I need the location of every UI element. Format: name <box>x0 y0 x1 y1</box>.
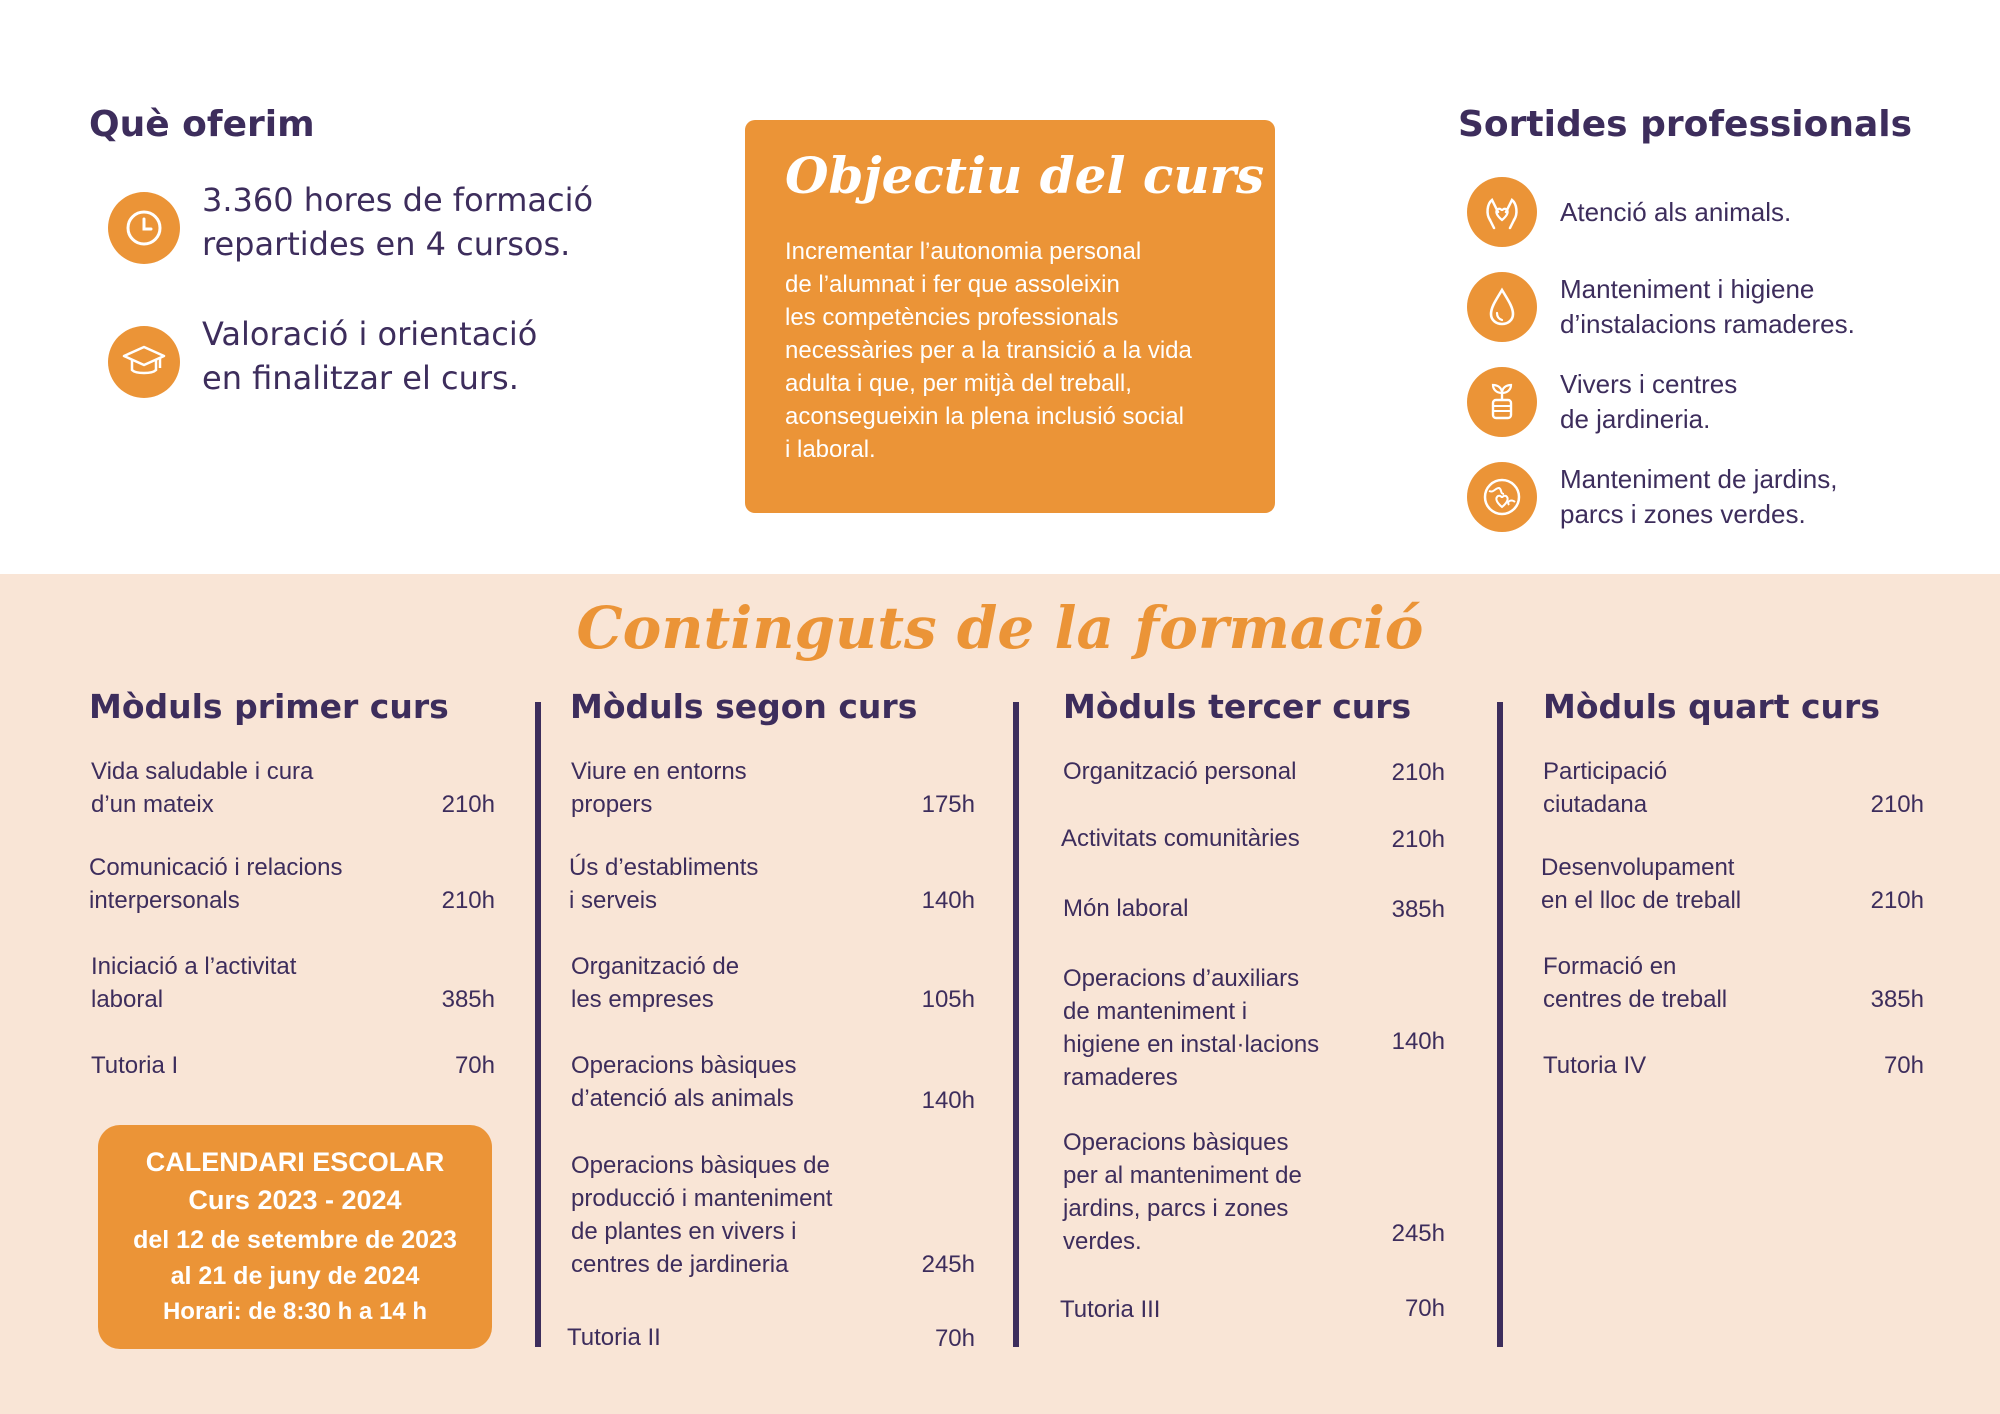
offer-title: Què oferim <box>89 104 315 145</box>
module-hours: 245h <box>921 1251 975 1278</box>
column-heading: Mòduls primer curs <box>89 687 449 726</box>
career-item <box>1467 177 1791 247</box>
career-item-text: Manteniment de jardins, parcs i zones verdes. <box>1560 464 1838 529</box>
calendar-start: del 12 de setembre de 2023 <box>133 1226 457 1254</box>
offer-item-text: Valoració i orientació en finalitzar el curs. <box>202 315 538 397</box>
career-item <box>1467 367 1737 437</box>
column-divider <box>1497 702 1503 1347</box>
module-hours: 70h <box>1404 1295 1445 1322</box>
module-hours: 140h <box>921 887 975 914</box>
module-hours: 210h <box>1870 887 1924 914</box>
objective-box <box>745 120 1275 513</box>
module-hours: 70h <box>934 1325 975 1352</box>
career-item-text: Atenció als animals. <box>1560 196 1792 227</box>
module-name: Tutoria I <box>91 1052 179 1079</box>
module-name: Món laboral <box>1063 895 1189 922</box>
module-hours: 385h <box>1391 896 1445 923</box>
objective-title: Objectiu del curs <box>785 146 1265 205</box>
column-heading: Mòduls tercer curs <box>1063 687 1412 726</box>
career-item-text: Manteniment i higiene d’instalacions ramaderes. <box>1560 274 1855 339</box>
plant-pot-icon <box>1467 367 1537 437</box>
module-hours: 70h <box>1883 1052 1924 1079</box>
module-name: Desenvolupament en el lloc de treball <box>1541 854 1742 914</box>
module-hours: 385h <box>441 986 495 1013</box>
training-title: Continguts de la formació <box>576 594 1424 662</box>
module-name: Vida saludable i cura d’un mateix <box>91 758 314 818</box>
module-name: Comunicació i relacions interpersonals <box>89 854 343 914</box>
module-name: Operacions bàsiques per al manteniment de jardins, parcs i zones verdes. <box>1063 1129 1302 1255</box>
module-name: Operacions bàsiques d’atenció als animals <box>571 1052 797 1112</box>
module-hours: 210h <box>1391 759 1445 786</box>
column-heading: Mòduls quart curs <box>1543 687 1880 726</box>
module-hours: 210h <box>441 791 495 818</box>
module-name: Operacions bàsiques de producció i manteniment de plantes en vivers i centres de jardineria <box>571 1152 833 1278</box>
module-name: Tutoria IV <box>1543 1052 1647 1079</box>
offer-item <box>108 315 538 400</box>
module-hours: 210h <box>441 887 495 914</box>
module-hours: 140h <box>921 1087 975 1114</box>
globe-heart-icon <box>1467 462 1537 532</box>
module-name: Viure en entorns propers <box>571 758 747 818</box>
career-item-text: Vivers i centres de jardineria. <box>1560 369 1738 434</box>
module-name: Organització personal <box>1063 758 1297 785</box>
offer-item <box>108 181 594 266</box>
module-name: Tutoria II <box>567 1324 661 1351</box>
offer-item-text: 3.360 hores de formació repartides en 4 cursos. <box>202 181 594 263</box>
column-divider <box>1013 702 1019 1347</box>
column-heading: Mòduls segon curs <box>570 687 918 726</box>
module-hours: 105h <box>921 986 975 1013</box>
career-item <box>1467 462 1837 532</box>
module-hours: 175h <box>921 791 975 818</box>
module-name: Formació en centres de treball <box>1543 953 1728 1013</box>
module-name: Organització de les empreses <box>571 953 740 1013</box>
graduation-cap-icon <box>108 326 180 398</box>
module-hours: 210h <box>1391 826 1445 853</box>
module-name: Ús d’establiments i serveis <box>569 854 759 914</box>
module-name: Tutoria III <box>1060 1296 1161 1323</box>
module-hours: 140h <box>1391 1028 1445 1055</box>
career-item <box>1467 272 1855 342</box>
module-hours: 385h <box>1870 986 1924 1013</box>
school-calendar-box <box>98 1125 492 1349</box>
module-name: Activitats comunitàries <box>1061 825 1300 852</box>
module-hours: 245h <box>1391 1220 1445 1247</box>
calendar-schedule: Horari: de 8:30 h a 14 h <box>162 1298 428 1325</box>
module-hours: 70h <box>454 1052 495 1079</box>
hands-heart-icon <box>1467 177 1537 247</box>
clock-icon <box>108 192 180 264</box>
calendar-end: al 21 de juny de 2024 <box>170 1262 420 1290</box>
module-name: Participació ciutadana <box>1543 758 1668 818</box>
calendar-course: Curs 2023 - 2024 <box>188 1185 402 1215</box>
module-name: Operacions d’auxiliars de manteniment i higiene en instal·lacions ramaderes <box>1063 965 1320 1091</box>
careers-title: Sortides professionals <box>1458 104 1913 145</box>
water-drop-icon <box>1467 272 1537 342</box>
column-divider <box>535 702 541 1347</box>
objective-text: Incrementar l’autonomia personal de l’alumnat i fer que assoleixin les competències professionals necessàries per a la transició a la vida adulta i que, per mitjà del treball, aconsegueixin la plena inclusió social i laboral. <box>785 238 1192 463</box>
module-name: Iniciació a l’activitat laboral <box>91 953 297 1013</box>
calendar-title: CALENDARI ESCOLAR <box>145 1147 445 1177</box>
module-hours: 210h <box>1870 791 1924 818</box>
